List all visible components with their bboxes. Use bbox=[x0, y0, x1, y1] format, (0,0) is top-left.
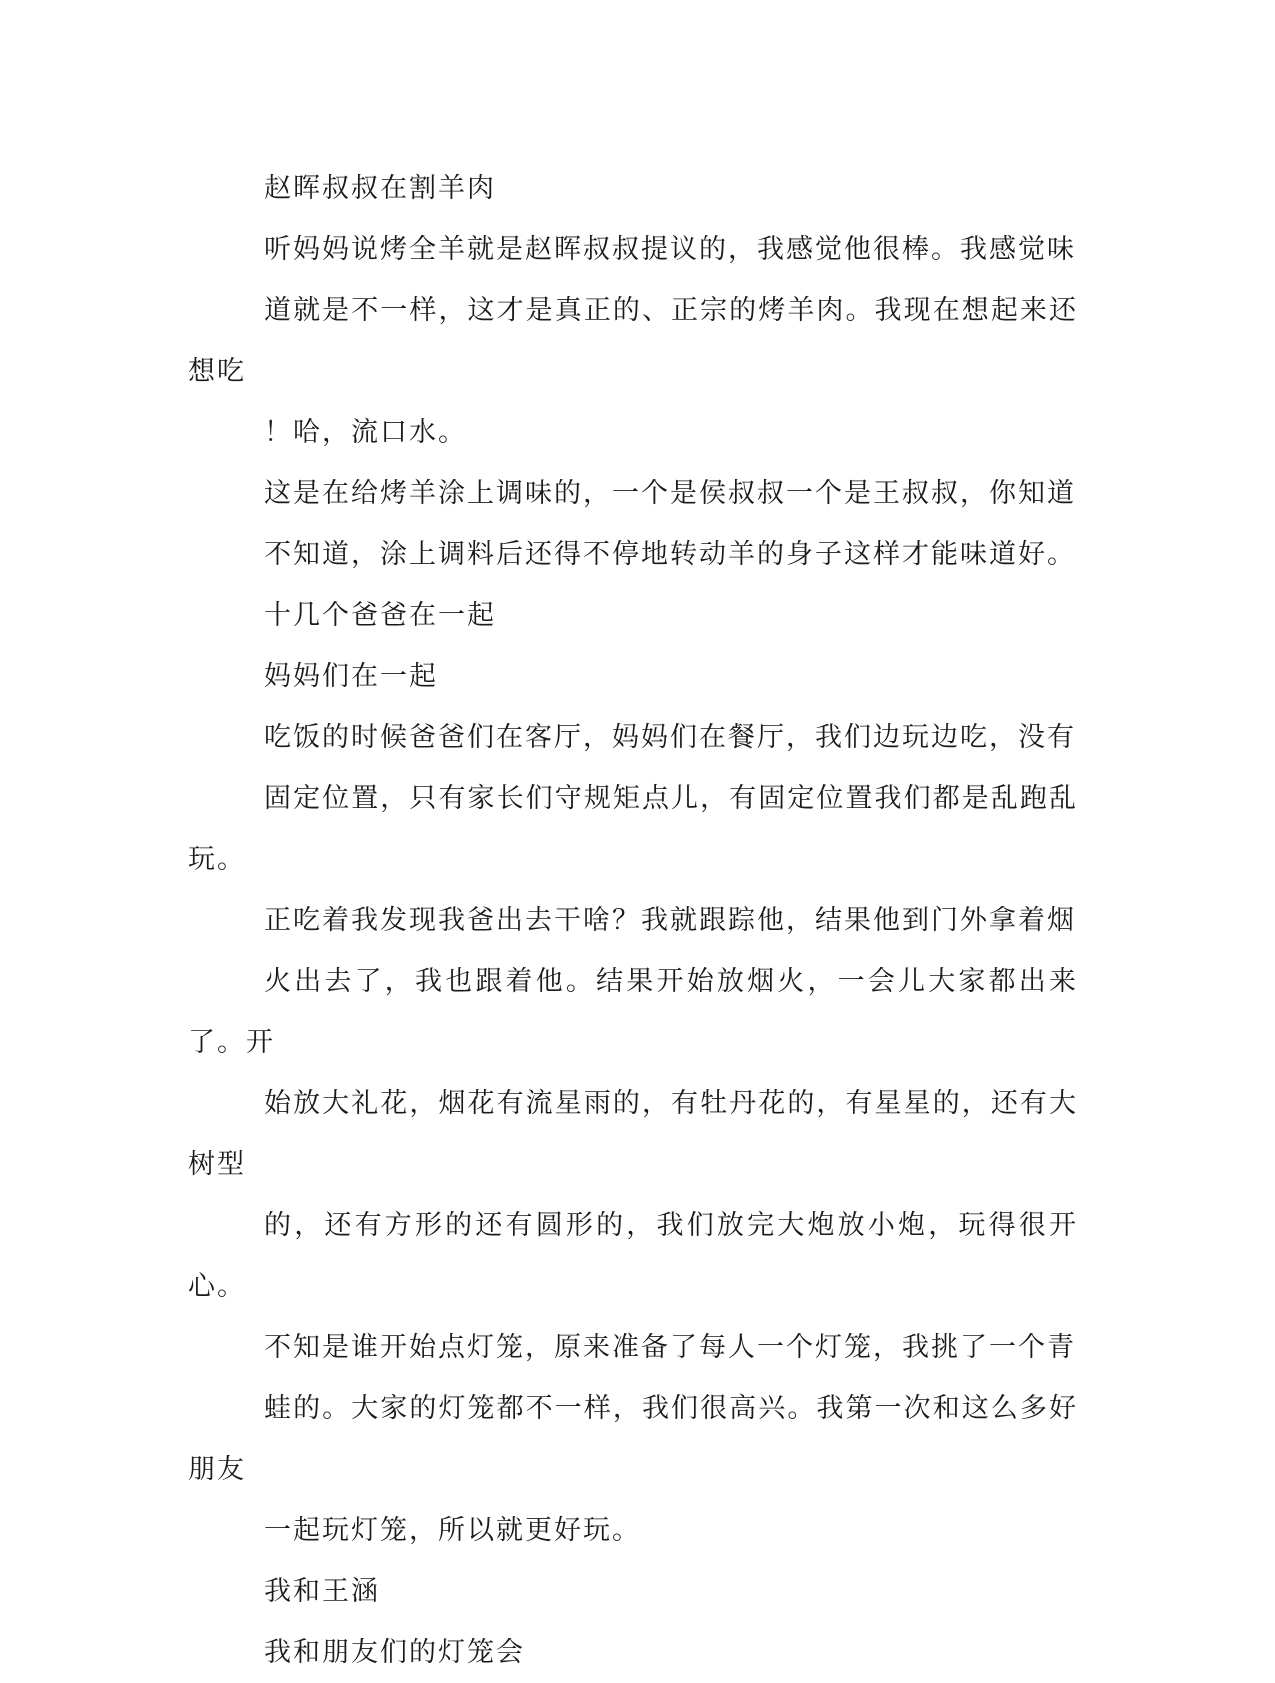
caption-wang-han: 我和王涵 bbox=[264, 1576, 380, 1607]
paragraph-fireworks: 正吃着我发现我爸出去干啥？我就跟踪他，结果他到门外拿着烟 火出去了，我也跟着他。结果开始放烟火，一会儿大家都出来了。开 始放大礼花，烟花有流星雨的，有牡丹花的，有星星的，还有大树型 的，还有方形的还有圆形的，我们放完大炮放小炮，玩得很开心。 bbox=[188, 905, 1078, 1302]
caption-moms: 妈妈们在一起 bbox=[264, 661, 438, 692]
caption-zhao-hui: 赵晖叔叔在割羊肉 bbox=[264, 173, 496, 204]
paragraph-lanterns: 不知是谁开始点灯笼，原来准备了每人一个灯笼，我挑了一个青 蛙的。大家的灯笼都不一样，我们很高兴。我第一次和这么多好朋友 一起玩灯笼，所以就更好玩。 bbox=[188, 1332, 1078, 1546]
paragraph-roast-lamb: 听妈妈说烤全羊就是赵晖叔叔提议的，我感觉他很棒。我感觉味 道就是不一样，这才是真正的、正宗的烤羊肉。我现在想起来还想吃 ！哈，流口水。 bbox=[188, 234, 1078, 448]
document-page bbox=[188, 158, 1078, 1683]
paragraph-dinner: 吃饭的时候爸爸们在客厅，妈妈们在餐厅，我们边玩边吃，没有 固定位置，只有家长们守规矩点儿，有固定位置我们都是乱跑乱玩。 bbox=[188, 722, 1078, 875]
paragraph-seasoning: 这是在给烤羊涂上调味的，一个是侯叔叔一个是王叔叔，你知道 不知道，涂上调料后还得不停地转动羊的身子这样才能味道好。 bbox=[264, 478, 1076, 570]
caption-lantern-party: 我和朋友们的灯笼会 bbox=[264, 1637, 525, 1668]
caption-dads: 十几个爸爸在一起 bbox=[264, 600, 496, 631]
